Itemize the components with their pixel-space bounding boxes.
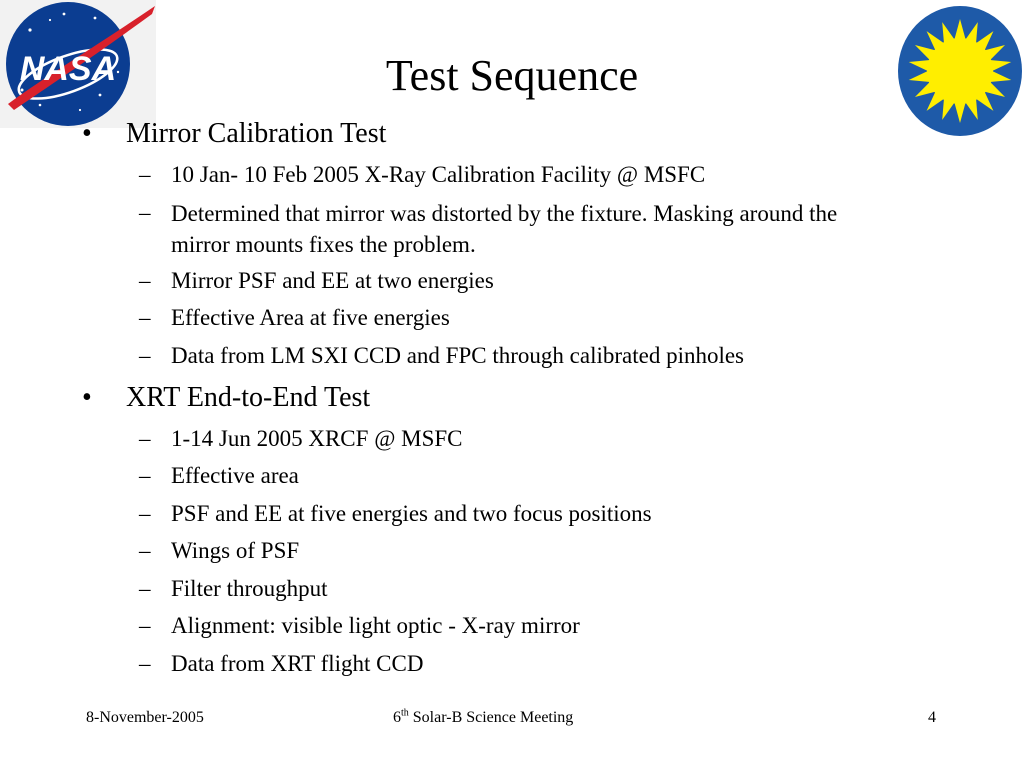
sub-bullet — [139, 303, 450, 333]
sub-bullet — [139, 649, 423, 679]
sub-bullet — [139, 574, 328, 604]
sub-bullet-text: Determined that mirror was distorted by the fixture. Masking around the mirror mounts fixes the problem. — [171, 201, 838, 257]
bullet-icon: • — [82, 382, 92, 413]
sub-bullet-text: Alignment: visible light optic - X-ray mirror — [171, 613, 580, 638]
sub-bullet — [139, 461, 299, 491]
sub-bullet-text: Filter throughput — [171, 576, 328, 601]
sub-bullet — [139, 341, 744, 371]
footer-date: 8-November-2005 — [86, 709, 204, 726]
dash-icon: – — [139, 538, 151, 563]
sub-bullet — [139, 536, 299, 566]
footer-meeting-number: 6 — [393, 709, 401, 726]
dash-icon: – — [139, 613, 151, 638]
sub-bullet-text: Data from LM SXI CCD and FPC through calibrated pinholes — [171, 343, 745, 368]
sub-bullet-text: Mirror PSF and EE at two energies — [171, 268, 494, 293]
bullet-text: Mirror Calibration Test — [126, 118, 387, 149]
dash-icon: – — [139, 463, 151, 488]
sub-bullet-text: 10 Jan- 10 Feb 2005 X-Ray Calibration Facility @ MSFC — [171, 162, 706, 187]
bullet-xrt-end-to-end-test — [82, 382, 370, 414]
dash-icon: – — [139, 268, 151, 293]
dash-icon: – — [139, 501, 151, 526]
sub-bullet-text: Wings of PSF — [171, 538, 300, 563]
dash-icon: – — [139, 343, 151, 368]
footer-meeting — [393, 706, 573, 730]
bullet-icon: • — [82, 118, 92, 149]
sub-bullet — [139, 499, 652, 529]
sub-bullet — [139, 266, 494, 296]
sub-bullet — [139, 198, 891, 260]
dash-icon: – — [139, 200, 151, 225]
sub-bullet-text: Effective Area at five energies — [171, 305, 450, 330]
dash-icon: – — [139, 426, 151, 451]
sub-bullet-text: Effective area — [171, 463, 299, 488]
sub-bullet — [139, 160, 705, 190]
dash-icon: – — [139, 651, 151, 676]
footer-meeting-name: Solar-B Science Meeting — [408, 709, 574, 726]
dash-icon: – — [139, 305, 151, 330]
sub-bullet — [139, 611, 580, 641]
bullet-mirror-calibration-test — [82, 118, 386, 150]
footer-page-number: 4 — [928, 709, 936, 726]
footer-meeting-suffix: th — [401, 707, 409, 719]
sub-bullet — [139, 424, 463, 454]
svg-text:NASA: NASA — [19, 50, 117, 88]
dash-icon: – — [139, 576, 151, 601]
sub-bullet-text: Data from XRT flight CCD — [171, 651, 424, 676]
bullet-text: XRT End-to-End Test — [126, 382, 371, 413]
dash-icon: – — [139, 162, 151, 187]
sub-bullet-text: 1-14 Jun 2005 XRCF @ MSFC — [171, 426, 463, 451]
slide-title: Test Sequence — [385, 51, 639, 100]
sub-bullet-text: PSF and EE at five energies and two focus positions — [171, 501, 652, 526]
